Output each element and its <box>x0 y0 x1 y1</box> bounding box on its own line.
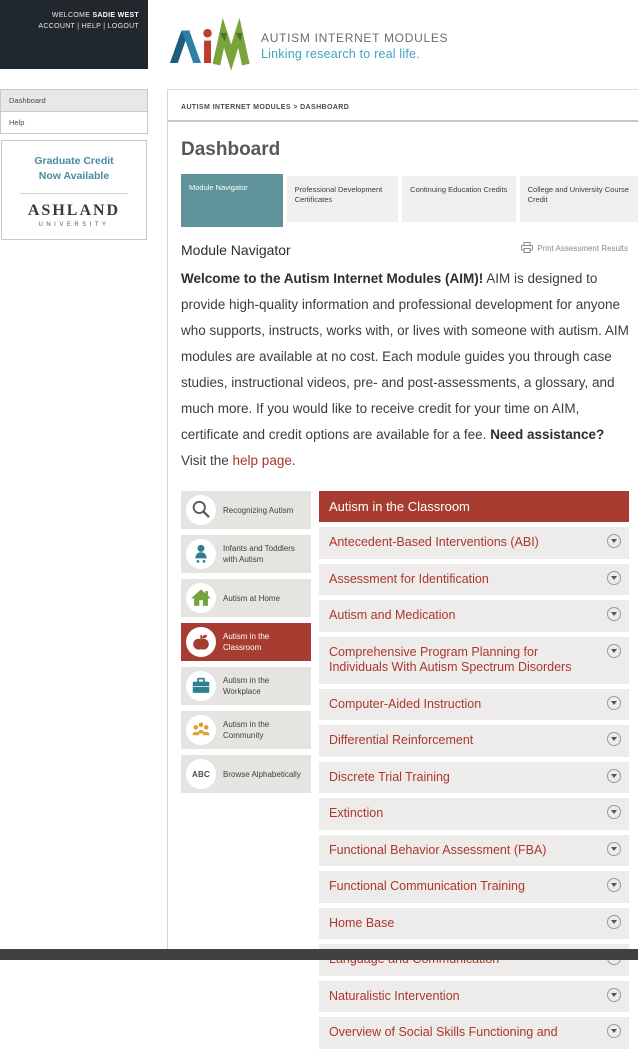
module-row[interactable] <box>319 1017 629 1049</box>
logo-tagline: Linking research to real life. <box>261 47 420 61</box>
category-infants-toddlers[interactable] <box>181 535 311 573</box>
category-label: Autism in the Classroom <box>223 632 270 652</box>
promo-line2: Now Available <box>38 170 110 182</box>
user-name: SADIE WEST <box>92 12 139 19</box>
abc-icon: ABC <box>186 759 216 789</box>
breadcrumb[interactable]: AUTISM INTERNET MODULES > DASHBOARD <box>181 104 350 111</box>
module-row-label: Functional Communication Training <box>329 879 525 893</box>
module-row-label: Assessment for Identification <box>329 571 489 586</box>
intro-assist: Need assistance? <box>490 427 605 442</box>
apple-icon <box>186 627 216 657</box>
category-autism-at-home[interactable] <box>181 579 311 617</box>
module-row-label: Antecedent-Based Interventions (ABI) <box>329 535 539 549</box>
category-label: Autism in the Workplace <box>223 676 270 696</box>
printer-icon <box>521 242 533 255</box>
category-label: Autism in the Community <box>223 720 270 740</box>
intro-period: . <box>291 453 296 468</box>
module-row[interactable] <box>319 798 629 830</box>
expand-chevron-icon[interactable] <box>607 1024 621 1038</box>
sidebar-item-help[interactable]: Help <box>9 118 25 127</box>
module-row-label: Functional Behavior Assessment (FBA) <box>329 842 547 857</box>
module-row-label: Comprehensive Program Planning for Individuals With Autism Spectrum Disorders <box>329 644 572 674</box>
expand-chevron-icon[interactable] <box>607 878 621 892</box>
module-row[interactable] <box>319 527 629 559</box>
expand-chevron-icon[interactable] <box>607 842 621 856</box>
section-title: Module Navigator <box>181 242 291 258</box>
expand-chevron-icon[interactable] <box>607 769 621 783</box>
module-row[interactable] <box>319 689 629 721</box>
promo-line1: Graduate Credit <box>34 155 114 167</box>
intro-visit: Visit the <box>181 453 233 468</box>
tab-module-navigator[interactable]: Module Navigator <box>181 174 283 227</box>
help-link[interactable]: HELP <box>81 23 102 30</box>
university-wordmark: ASHLAND <box>27 202 121 219</box>
tab-professional-development-certificates[interactable]: Professional Development Certificates <box>287 176 399 222</box>
aim-logo-link[interactable] <box>170 24 448 68</box>
module-row[interactable] <box>319 762 629 794</box>
expand-chevron-icon[interactable] <box>607 644 621 658</box>
print-label: Print Assessment Results <box>537 244 628 253</box>
intro-lead: Welcome to the Autism Internet Modules (AIM)! <box>181 271 484 286</box>
infant-icon <box>186 539 216 569</box>
module-row-label: Autism and Medication <box>329 608 456 622</box>
expand-chevron-icon[interactable] <box>607 534 621 548</box>
expand-chevron-icon[interactable] <box>607 571 621 585</box>
welcome-paragraph <box>181 266 633 474</box>
module-row-label: Discrete Trial Training <box>329 769 450 784</box>
module-row[interactable] <box>319 835 629 867</box>
sidebar-item-dashboard[interactable]: Dashboard <box>1 90 147 112</box>
category-label: Browse Alphabetically <box>223 769 301 779</box>
category-label: Infants and Toddlers with Autism <box>223 544 295 564</box>
link-separator: | <box>103 23 106 30</box>
house-icon <box>186 583 216 613</box>
expand-chevron-icon[interactable] <box>607 915 621 929</box>
module-row[interactable] <box>319 637 629 684</box>
module-row-label: Extinction <box>329 806 384 820</box>
module-row-label: Naturalistic Intervention <box>329 988 460 1003</box>
magnifier-icon <box>186 495 216 525</box>
category-autism-in-classroom[interactable] <box>181 623 311 661</box>
category-column <box>181 491 311 1049</box>
module-row-label: Differential Reinforcement <box>329 733 474 747</box>
category-recognizing-autism[interactable] <box>181 491 311 529</box>
expand-chevron-icon[interactable] <box>607 805 621 819</box>
expand-chevron-icon[interactable] <box>607 696 621 710</box>
expand-chevron-icon[interactable] <box>607 732 621 746</box>
module-row[interactable] <box>319 871 629 903</box>
tab-bar <box>181 174 638 227</box>
category-label: Autism at Home <box>223 593 280 603</box>
user-bar <box>0 0 148 69</box>
category-browse-alphabetically[interactable] <box>181 755 311 793</box>
section-header <box>181 242 628 258</box>
expand-chevron-icon[interactable] <box>607 988 621 1002</box>
sidebar-nav <box>0 89 148 134</box>
help-page-link[interactable]: help page <box>232 453 292 468</box>
module-row[interactable] <box>319 725 629 757</box>
module-list-column <box>319 491 629 1049</box>
community-icon <box>186 715 216 745</box>
category-autism-in-workplace[interactable] <box>181 667 311 705</box>
intro-body: AIM is designed to provide high-quality information and professional development for anyone who supports, instructs, works with, or lives with someone with autism. AIM modules are available at no cost. Each module guides you through case studies, instructional videos, pre- and post-assessments, a glossary, and much more. If you would like to receive credit for your time on AIM, certificate and credit options are available for a fee. <box>181 271 629 442</box>
module-row-label: Computer-Aided Instruction <box>329 696 482 711</box>
welcome-text <box>0 12 139 19</box>
logo-text <box>261 31 448 61</box>
welcome-label: WELCOME <box>51 12 91 19</box>
briefcase-icon <box>186 671 216 701</box>
account-link[interactable]: ACCOUNT <box>38 23 76 30</box>
category-autism-in-community[interactable] <box>181 711 311 749</box>
module-list-header: Autism in the Classroom <box>319 491 629 522</box>
print-assessment-results-link[interactable] <box>521 242 628 255</box>
account-links <box>0 23 139 30</box>
expand-chevron-icon[interactable] <box>607 607 621 621</box>
promo-divider <box>20 193 128 194</box>
module-row[interactable] <box>319 600 629 632</box>
logout-link[interactable]: LOGOUT <box>107 23 139 30</box>
page-title: Dashboard <box>181 139 281 160</box>
graduate-credit-banner[interactable] <box>1 140 147 240</box>
tab-continuing-education-credits[interactable]: Continuing Education Credits <box>402 176 515 222</box>
link-separator: | <box>77 23 80 30</box>
tab-college-university-course-credit[interactable]: College and University Course Credit <box>520 176 638 222</box>
module-row-label: Overview of Social Skills Functioning and <box>329 1025 558 1039</box>
module-navigator <box>181 491 638 1049</box>
module-row-label: Home Base <box>329 915 395 930</box>
aim-logo-icon <box>170 24 252 68</box>
bottom-dark-bar <box>0 949 638 960</box>
module-row[interactable] <box>319 564 629 596</box>
category-label: Recognizing Autism <box>223 505 294 515</box>
university-subtext: UNIVERSITY <box>38 222 110 228</box>
module-row[interactable] <box>319 908 629 940</box>
module-row[interactable] <box>319 981 629 1013</box>
main-content <box>167 89 638 1039</box>
logo-title: AUTISM INTERNET MODULES <box>261 31 449 45</box>
breadcrumb-bar <box>168 90 638 122</box>
